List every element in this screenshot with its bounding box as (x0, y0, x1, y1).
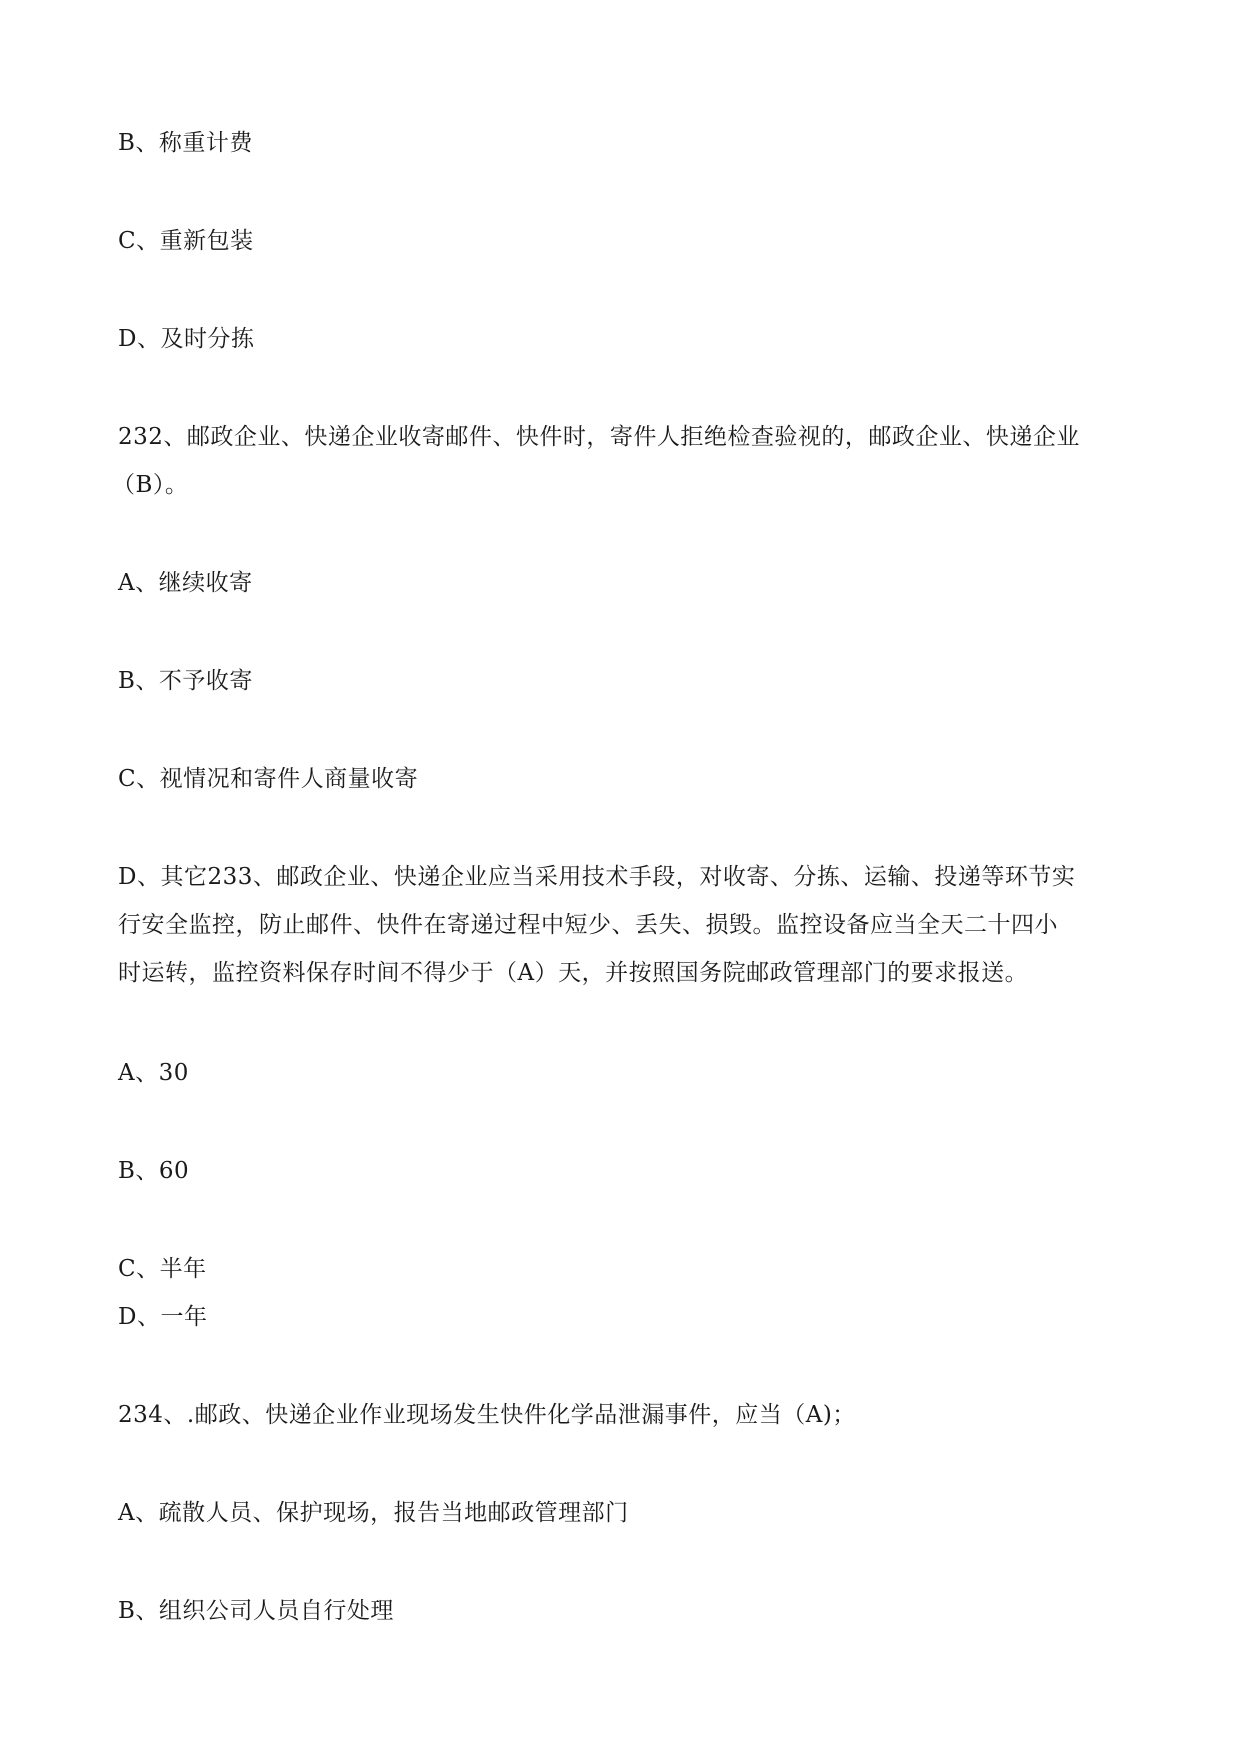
question-233-line-1: D、其它233、邮政企业、快递企业应当采用技术手段，对收寄、分拣、运输、投递等环节实 (118, 864, 1076, 890)
option-b-self-handle: B、组织公司人员自行处理 (118, 1598, 394, 1624)
option-a-continue-accept: A、继续收寄 (118, 570, 253, 596)
option-b-60: B、60 (118, 1158, 190, 1184)
question-234: 234、.邮政、快递企业作业现场发生快件化学品泄漏事件，应当（A)； (118, 1402, 856, 1428)
question-233-line-3: 时运转，监控资料保存时间不得少于（A）天，并按照国务院邮政管理部门的要求报送。 (118, 960, 1029, 986)
option-c-negotiate: C、视情况和寄件人商量收寄 (118, 766, 419, 792)
question-232-line-2: （B）。 (112, 472, 189, 498)
option-d-one-year: D、一年 (118, 1304, 208, 1330)
option-c-half-year: C、半年 (118, 1256, 207, 1282)
option-a-30: A、30 (118, 1060, 189, 1086)
option-d-sort-timely: D、及时分拣 (118, 326, 255, 352)
option-c-repackage: C、重新包装 (118, 228, 254, 254)
question-233-line-2: 行安全监控，防止邮件、快件在寄递过程中短少、丢失、损毁。监控设备应当全天二十四小 (118, 912, 1058, 938)
option-b-refuse-accept: B、不予收寄 (118, 668, 253, 694)
option-b-weigh-charge: B、称重计费 (118, 130, 253, 156)
option-a-evacuate-report: A、疏散人员、保护现场，报告当地邮政管理部门 (118, 1500, 629, 1526)
question-232-line-1: 232、邮政企业、快递企业收寄邮件、快件时，寄件人拒绝检查验视的，邮政企业、快递企业 (118, 424, 1080, 450)
